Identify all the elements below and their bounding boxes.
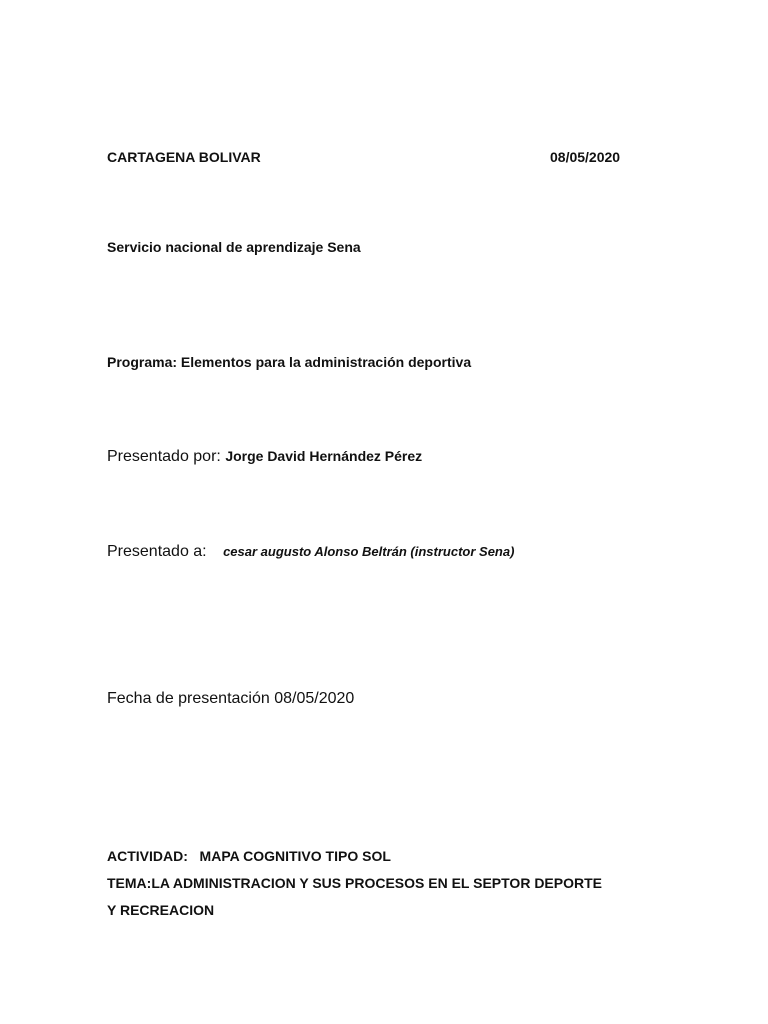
header-date: 08/05/2020 bbox=[550, 149, 621, 165]
presented-by-name: Jorge David Hernández Pérez bbox=[225, 448, 423, 464]
presented-by-label: Presentado por: bbox=[107, 448, 221, 465]
presentation-date-text: Fecha de presentación 08/05/2020 bbox=[107, 690, 355, 707]
presented-to-line bbox=[107, 543, 514, 561]
location-text: CARTAGENA BOLIVAR bbox=[107, 149, 261, 165]
presented-to-label: Presentado a: bbox=[107, 543, 207, 560]
presented-to-name: cesar augusto Alonso Beltrán (instructor Sena) bbox=[223, 544, 515, 559]
activity-line: ACTIVIDAD: MAPA COGNITIVO TIPO SOL bbox=[107, 848, 391, 864]
presented-by-line bbox=[107, 448, 422, 466]
topic-line: TEMA:LA ADMINISTRACION Y SUS PROCESOS EN EL SEPTOR DEPORTE bbox=[107, 875, 602, 891]
institution-text: Servicio nacional de aprendizaje Sena bbox=[107, 239, 361, 255]
topic-line-continued: Y RECREACION bbox=[107, 902, 215, 918]
program-text: Programa: Elementos para la administración deportiva bbox=[107, 354, 472, 370]
